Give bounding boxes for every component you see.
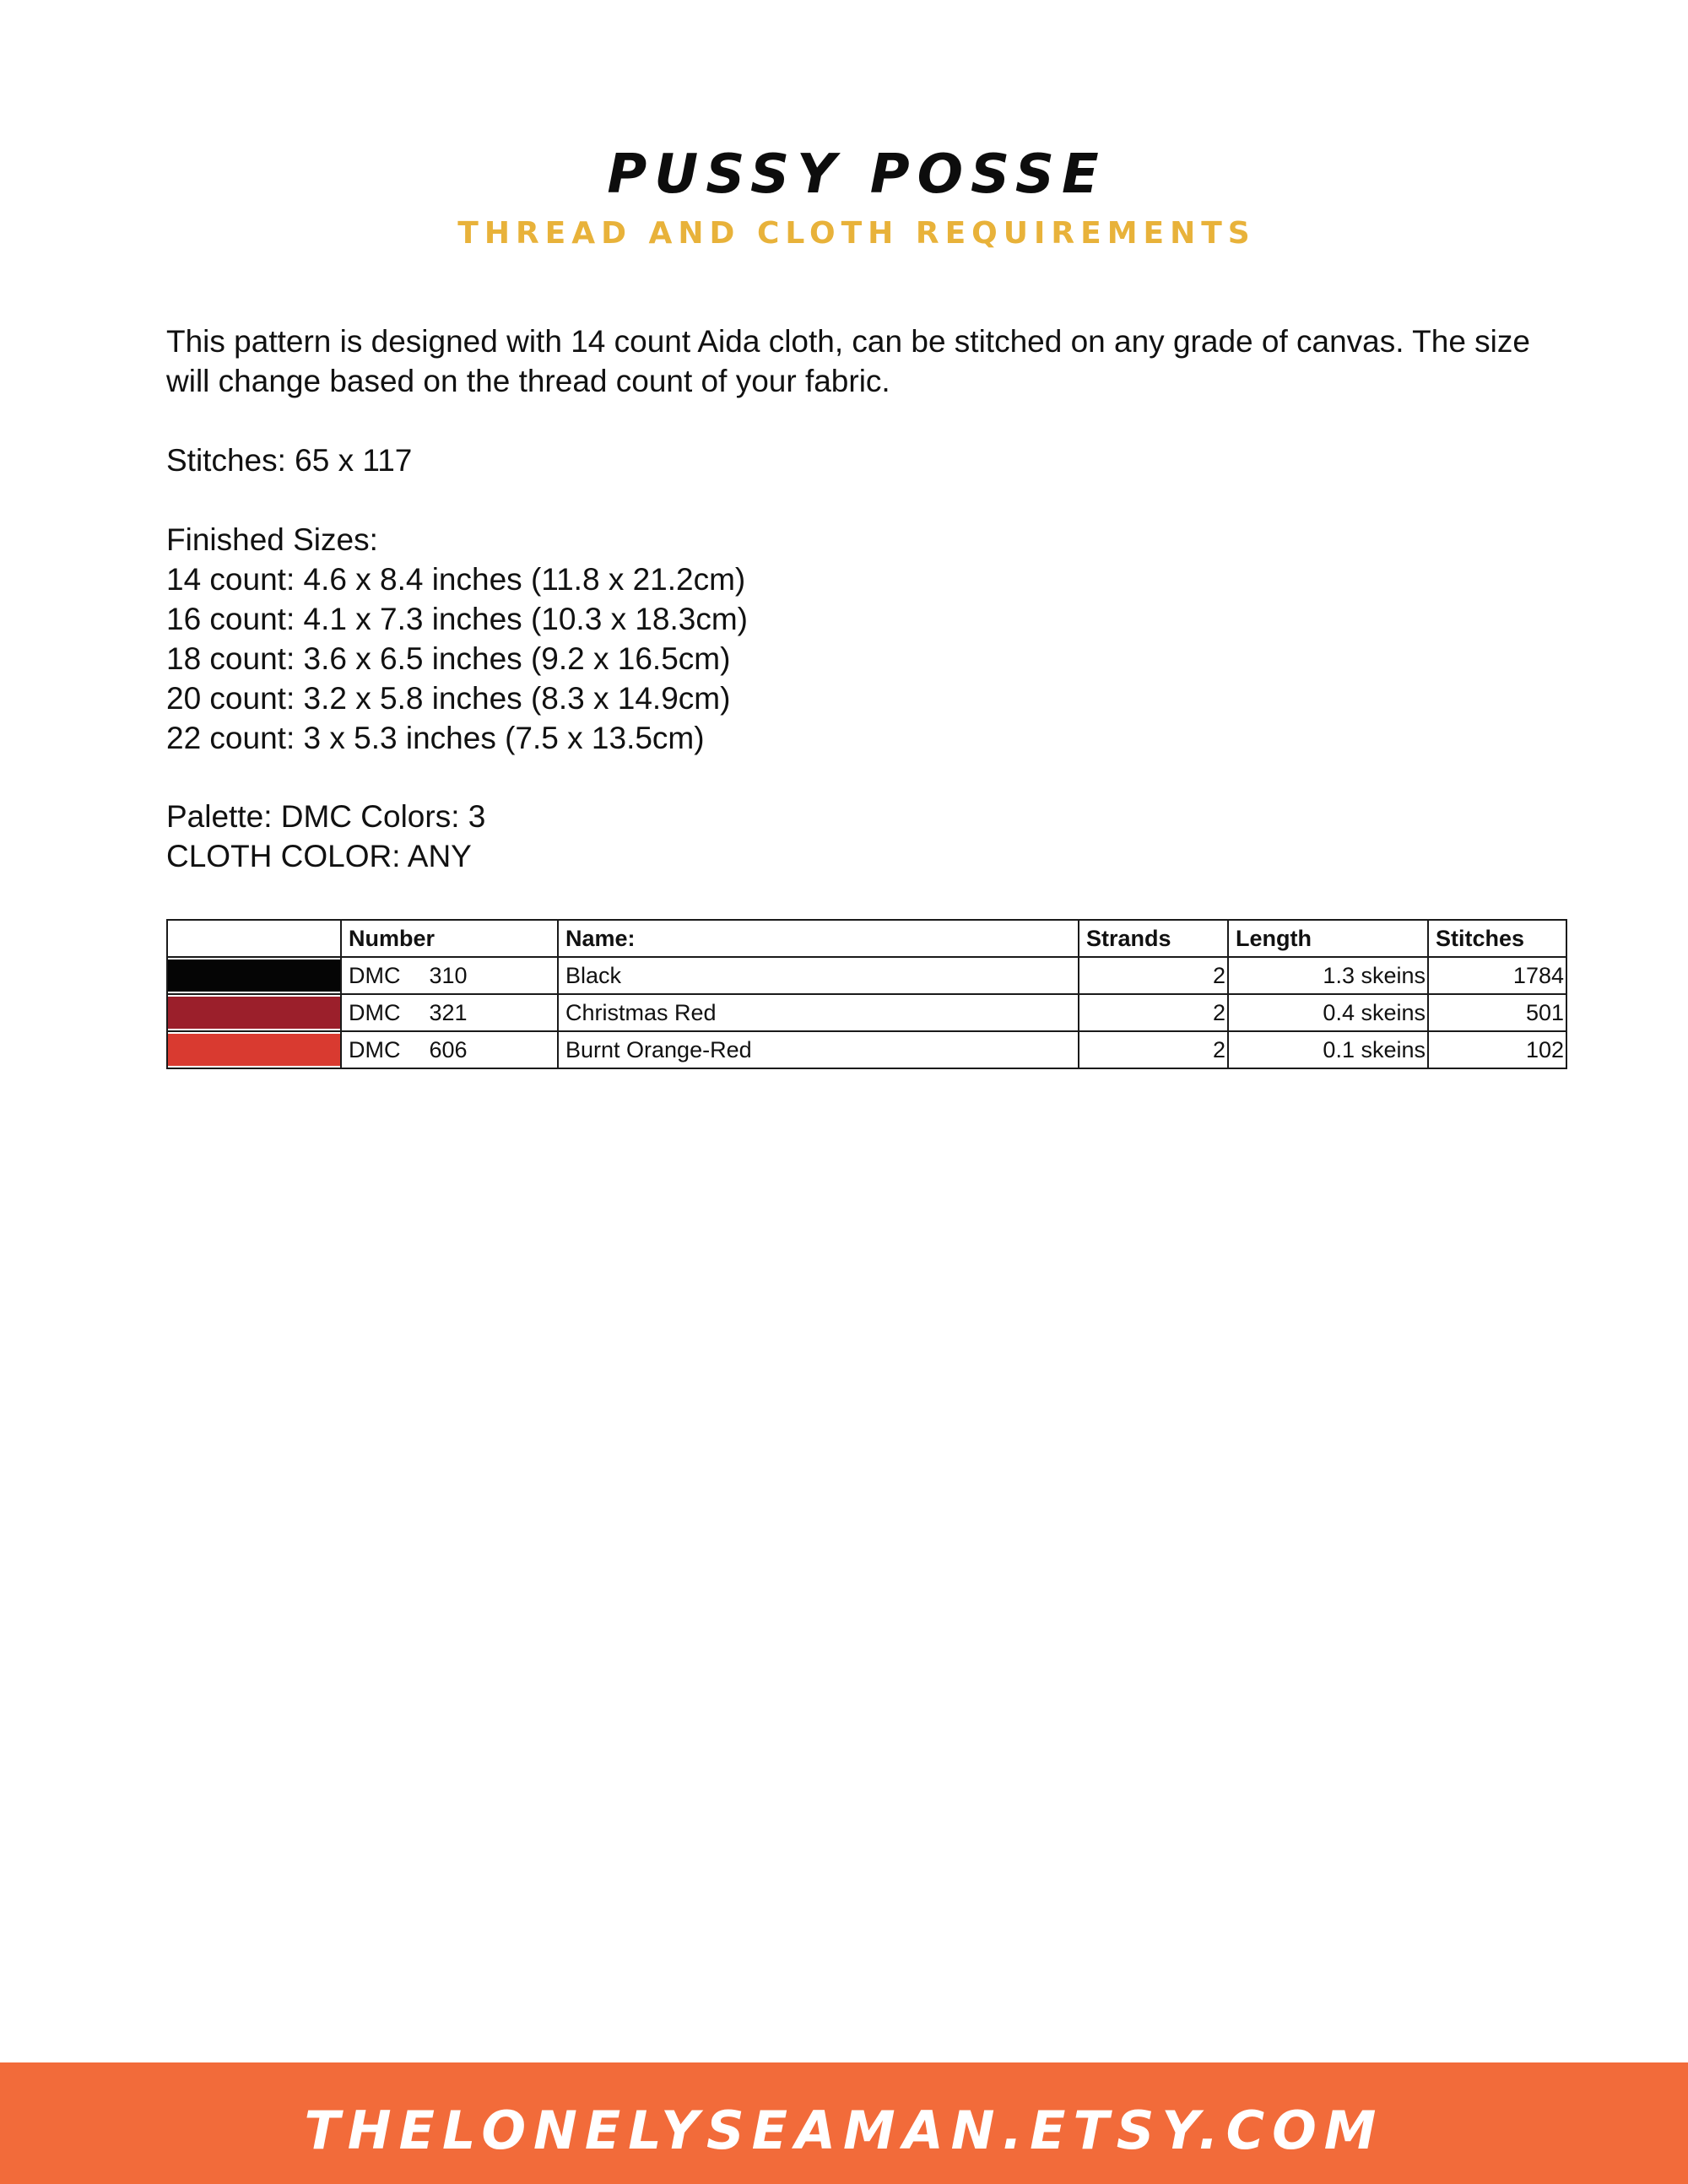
thread-code: 606 — [429, 1036, 468, 1062]
thread-code: 310 — [429, 962, 468, 988]
swatch-header — [167, 920, 341, 957]
table-row — [167, 994, 1566, 1031]
color-swatch — [168, 1034, 340, 1066]
finished-size-item: 16 count: 4.1 x 7.3 inches (10.3 x 18.3cm) — [166, 602, 748, 636]
thread-strands: 2 — [1079, 957, 1228, 994]
stitches-header: Stitches — [1428, 920, 1566, 957]
thread-brand: DMC — [349, 999, 401, 1025]
palette-info — [166, 797, 1550, 876]
color-swatch — [168, 960, 340, 992]
cloth-color: CLOTH COLOR: ANY — [166, 839, 472, 873]
thread-name: Christmas Red — [558, 994, 1079, 1031]
thread-number — [341, 1031, 558, 1068]
thread-brand: DMC — [349, 962, 401, 988]
thread-strands: 2 — [1079, 1031, 1228, 1068]
table-header-row — [167, 920, 1566, 957]
table-row — [167, 957, 1566, 994]
thread-stitches: 1784 — [1428, 957, 1566, 994]
shop-url[interactable]: THELONELYSEAMAN.ETSY.COM — [304, 2100, 1384, 2161]
color-swatch — [168, 997, 340, 1029]
page-title: PUSSY POSSE — [607, 143, 1106, 206]
thread-stitches: 102 — [1428, 1031, 1566, 1068]
footer-banner — [0, 2062, 1688, 2184]
thread-name: Black — [558, 957, 1079, 994]
thread-code: 321 — [429, 999, 468, 1025]
table-row — [167, 1031, 1566, 1068]
finished-size-item: 18 count: 3.6 x 6.5 inches (9.2 x 16.5cm) — [166, 641, 731, 676]
thread-strands: 2 — [1079, 994, 1228, 1031]
length-header: Length — [1228, 920, 1428, 957]
thread-brand: DMC — [349, 1036, 401, 1062]
name-header: Name: — [558, 920, 1079, 957]
thread-stitches: 501 — [1428, 994, 1566, 1031]
thread-number — [341, 957, 558, 994]
stitch-count — [166, 441, 1550, 480]
page-subtitle: THREAD AND CLOTH REQUIREMENTS — [457, 216, 1256, 251]
number-header: Number — [341, 920, 558, 957]
thread-name: Burnt Orange-Red — [558, 1031, 1079, 1068]
finished-size-item: 22 count: 3 x 5.3 inches (7.5 x 13.5cm) — [166, 721, 705, 755]
intro-paragraph — [166, 322, 1550, 401]
swatch-cell — [167, 1031, 341, 1068]
swatch-cell — [167, 957, 341, 994]
intro-line: This pattern is designed with 14 count Aida cloth, can be stitched on any grade of canvas. The size — [166, 324, 1530, 359]
thread-number — [341, 994, 558, 1031]
palette-colors: Palette: DMC Colors: 3 — [166, 799, 486, 834]
thread-length: 1.3 skeins — [1228, 957, 1428, 994]
strands-header: Strands — [1079, 920, 1228, 957]
finished-size-item: 20 count: 3.2 x 5.8 inches (8.3 x 14.9cm) — [166, 681, 731, 716]
thread-length: 0.4 skeins — [1228, 994, 1428, 1031]
stitch-count-text: Stitches: 65 x 117 — [166, 443, 413, 478]
finished-sizes — [166, 520, 1550, 758]
finished-size-item: 14 count: 4.6 x 8.4 inches (11.8 x 21.2cm) — [166, 562, 746, 597]
thread-table — [166, 919, 1567, 1069]
finished-sizes-heading: Finished Sizes: — [166, 522, 378, 557]
intro-line: will change based on the thread count of your fabric. — [166, 364, 890, 398]
swatch-cell — [167, 994, 341, 1031]
thread-length: 0.1 skeins — [1228, 1031, 1428, 1068]
